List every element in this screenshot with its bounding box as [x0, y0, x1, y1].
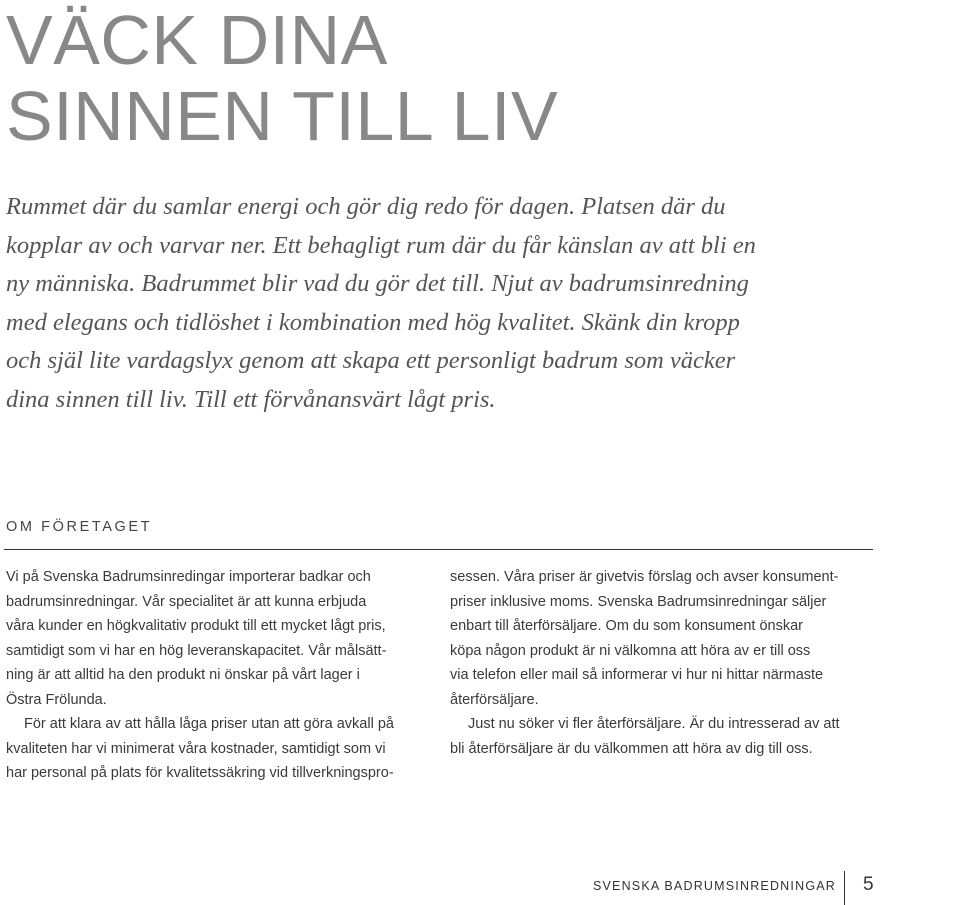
- text-line: ny människa. Badrummet blir vad du gör det till. Njut av badrumsinredning: [6, 270, 749, 297]
- footer-company-name: SVENSKA BADRUMSINREDNINGAR: [592, 879, 836, 893]
- text-line: För att klara av att hålla låga priser utan att göra avkall på: [24, 716, 394, 732]
- text-line: har personal på plats för kvalitetssäkring vid tillverkningspro-: [6, 765, 394, 781]
- text-line: priser inklusive moms. Svenska Badrumsinredningar säljer: [450, 593, 827, 610]
- text-line: kopplar av och varvar ner. Ett behagligt rum där du får känslan av att bli en: [6, 231, 756, 259]
- text-line: via telefon eller mail så informerar vi hur ni hittar närmaste: [450, 667, 824, 683]
- footer-divider: [844, 871, 845, 905]
- text-line: Just nu söker vi fler återförsäljare. Är du intresserad av att: [468, 716, 840, 732]
- body-paragraph: [450, 712, 870, 761]
- text-line: Rummet där du samlar energi och gör dig redo för dagen. Platsen där du: [6, 193, 726, 220]
- body-paragraph: [450, 565, 870, 712]
- body-paragraph: [6, 712, 424, 786]
- text-line: med elegans och tidlöshet i kombination med hög kvalitet. Skänk din kropp: [6, 308, 740, 336]
- text-line: samtidigt som vi har en hög leveranskapacitet. Vår målsätt-: [6, 642, 387, 659]
- text-line: ning är att alltid ha den produkt ni önskar på vårt lager i: [6, 667, 360, 683]
- page-number: 5: [863, 874, 874, 895]
- body-paragraph: [6, 565, 424, 712]
- text-line: våra kunder en högkvalitativ produkt till ett mycket lågt pris,: [6, 618, 386, 634]
- text-line: återförsäljare.: [450, 691, 539, 708]
- text-line: sessen. Våra priser är givetvis förslag och avser konsument-: [450, 569, 839, 585]
- text-line: badrumsinredningar. Vår specialitet är att kunna erbjuda: [6, 593, 367, 610]
- text-line: dina sinnen till liv. Till ett förvånansvärt lågt pris.: [6, 385, 496, 413]
- intro-paragraph: [6, 188, 866, 419]
- headline-line-2: SINNEN TILL LIV: [6, 77, 559, 155]
- text-line: bli återförsäljare är du välkommen att höra av dig till oss.: [450, 740, 813, 757]
- text-line: Vi på Svenska Badrumsinredingar importerar badkar och: [6, 569, 371, 585]
- section-title: OM FÖRETAGET: [6, 519, 153, 535]
- text-line: enbart till återförsäljare. Om du som konsument önskar: [450, 618, 803, 634]
- page-headline: [6, 2, 558, 154]
- text-column-right: [450, 565, 870, 761]
- text-column-left: [6, 565, 424, 786]
- text-line: och själ lite vardagslyx genom att skapa ett personligt badrum som väcker: [6, 347, 736, 374]
- text-line: kvaliteten har vi minimerat våra kostnader, samtidigt som vi: [6, 740, 386, 757]
- text-line: Östra Frölunda.: [6, 691, 107, 708]
- section-divider: [4, 549, 873, 550]
- text-line: köpa någon produkt är ni välkomna att höra av er till oss: [450, 642, 811, 659]
- headline-line-1: VÄCK DINA: [6, 1, 388, 79]
